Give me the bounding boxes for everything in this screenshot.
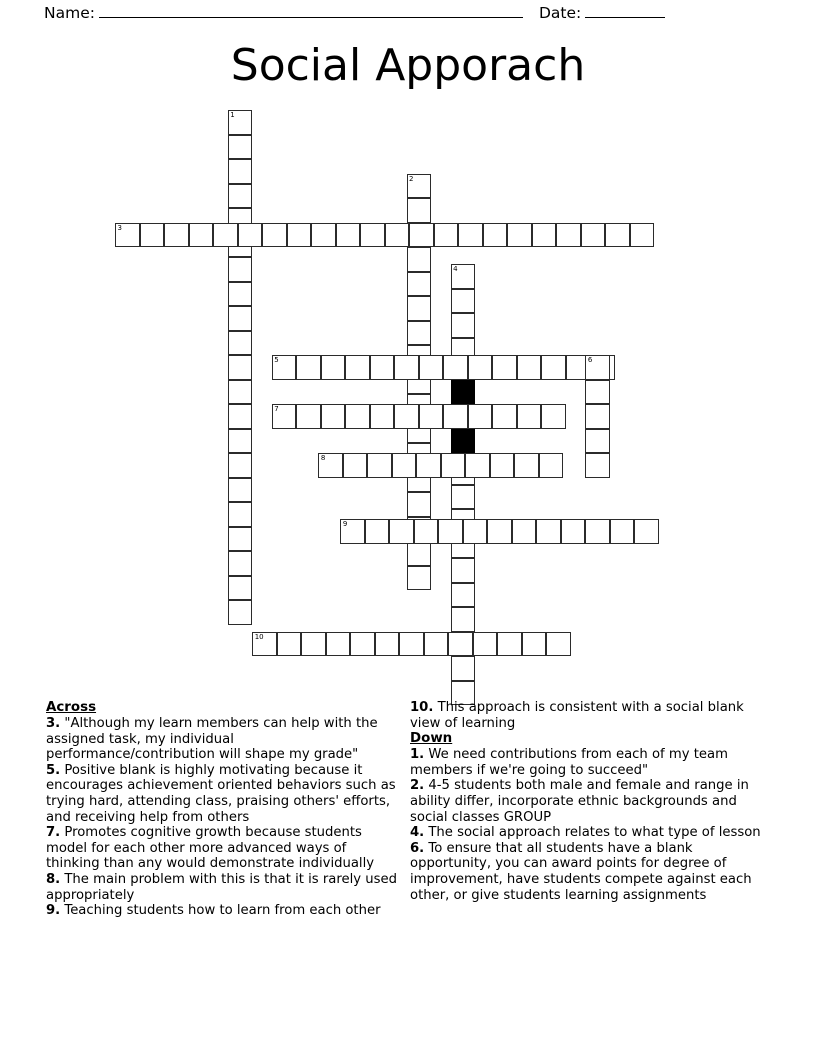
crossword-cell[interactable] (419, 404, 444, 429)
cell-number: 10 (254, 632, 264, 641)
crossword-cell[interactable] (585, 429, 610, 454)
page-title: Social Apporach (230, 40, 586, 91)
crossword-cell[interactable] (228, 282, 253, 307)
crossword-cell[interactable] (507, 223, 532, 248)
crossword-cell[interactable] (311, 223, 336, 248)
crossword-cell[interactable] (546, 632, 571, 657)
crossword-cell[interactable] (539, 453, 564, 478)
crossword-cell[interactable] (394, 355, 419, 380)
crossword-cell[interactable] (451, 607, 476, 632)
crossword-cell[interactable] (228, 257, 253, 282)
crossword-cell[interactable] (634, 519, 659, 544)
crossword-cell[interactable] (321, 355, 346, 380)
crossword-cell[interactable] (458, 223, 483, 248)
crossword-cell[interactable] (296, 404, 321, 429)
crossword-cell[interactable] (630, 223, 655, 248)
crossword-cell[interactable] (228, 429, 253, 454)
crossword-cell-blocked (451, 429, 476, 454)
crossword-cell[interactable] (414, 519, 439, 544)
crossword-cell[interactable] (483, 223, 508, 248)
crossword-cell[interactable] (365, 519, 390, 544)
clue-text: This approach is consistent with a social blank view of learning (410, 700, 744, 731)
crossword-cell-start-1[interactable] (228, 110, 253, 135)
crossword-cell[interactable] (585, 519, 610, 544)
crossword-cell[interactable] (451, 656, 476, 681)
crossword-cell[interactable] (228, 184, 253, 209)
crossword-cell[interactable] (228, 527, 253, 552)
crossword-cell[interactable] (140, 223, 165, 248)
crossword-cell[interactable] (463, 519, 488, 544)
clue-text: Positive blank is highly motivating because it encourages achievement oriented behaviors such as trying hard, attending class, praising others' efforts, and receiving help from others (46, 762, 396, 825)
cell-number: 5 (274, 356, 279, 364)
clue-text: "Although my learn members can help with the assigned task, my individual performance/contribution will shape my grade" (46, 716, 378, 763)
crossword-cell[interactable] (561, 519, 586, 544)
crossword-cell[interactable] (350, 632, 375, 657)
clue-across-10 (410, 700, 766, 731)
crossword-cell[interactable] (213, 223, 238, 248)
crossword-cell[interactable] (228, 478, 253, 503)
crossword-cell[interactable] (419, 355, 444, 380)
cell-number: 2 (409, 174, 414, 183)
crossword-cell[interactable] (360, 223, 385, 248)
crossword-cell[interactable] (399, 632, 424, 657)
crossword-cell[interactable] (370, 404, 395, 429)
clue-across-3 (46, 716, 404, 763)
crossword-cell[interactable] (228, 331, 253, 356)
name-label: Name: (44, 4, 95, 22)
crossword-cell-start-6[interactable] (585, 355, 610, 380)
crossword-cell[interactable] (287, 223, 312, 248)
down-heading: Down (410, 731, 453, 747)
crossword-cell[interactable] (497, 632, 522, 657)
crossword-cell[interactable] (468, 355, 493, 380)
crossword-cell[interactable] (581, 223, 606, 248)
crossword-cell[interactable] (492, 404, 517, 429)
crossword-cell[interactable] (375, 632, 400, 657)
crossword-cell[interactable] (228, 306, 253, 331)
cell-number: 1 (230, 111, 235, 119)
clue-number: 1. (410, 747, 425, 763)
crossword-cell[interactable] (443, 355, 468, 380)
crossword-cell[interactable] (585, 404, 610, 429)
crossword-cell-start-9[interactable] (340, 519, 365, 544)
cell-number: 7 (274, 405, 279, 413)
cell-number: 6 (587, 356, 593, 364)
crossword-cell[interactable] (228, 380, 253, 405)
clue-number: 6. (410, 840, 425, 856)
crossword-cell[interactable] (407, 492, 432, 517)
crossword-cell[interactable] (228, 502, 253, 527)
clue-number: 2. (410, 778, 425, 794)
crossword-cell[interactable] (385, 223, 410, 248)
crossword-cell[interactable] (610, 519, 635, 544)
crossword-cell[interactable] (451, 558, 476, 583)
date-label: Date: (538, 4, 582, 22)
clue-text: Promotes cognitive growth because students model for each other more advanced ways of thinking than any would demonstrate individually (46, 825, 375, 872)
crossword-cell-start-3[interactable] (115, 223, 140, 248)
crossword-cell-start-4[interactable] (451, 264, 476, 289)
crossword-cell[interactable] (228, 576, 253, 601)
crossword-cell[interactable] (409, 223, 434, 248)
crossword-cell[interactable] (228, 355, 253, 380)
crossword-cell[interactable] (438, 519, 463, 544)
date-write-in-line[interactable] (585, 5, 665, 18)
crossword-cell-blocked (451, 380, 476, 405)
crossword-cell[interactable] (585, 380, 610, 405)
cell-number: 9 (342, 520, 348, 529)
clue-across-8 (46, 872, 404, 903)
clue-number: 4. (410, 825, 425, 841)
crossword-cell[interactable] (492, 355, 517, 380)
clues-column-right (410, 700, 766, 903)
crossword-cell[interactable] (443, 404, 468, 429)
name-write-in-line[interactable] (99, 5, 523, 18)
name-date-header (0, 0, 816, 30)
crossword-cell-start-8[interactable] (318, 453, 343, 478)
clues-column-left (46, 700, 404, 919)
clue-across-5 (46, 763, 404, 825)
crossword-cell[interactable] (345, 404, 370, 429)
crossword-cell[interactable] (301, 632, 326, 657)
crossword-cell[interactable] (512, 519, 537, 544)
clue-number: 8. (46, 871, 61, 887)
crossword-cell[interactable] (490, 453, 515, 478)
across-heading: Across (46, 700, 97, 715)
crossword-cell[interactable] (228, 404, 253, 429)
clue-across-9 (46, 903, 404, 919)
clue-text: The social approach relates to what type of lesson (424, 825, 761, 841)
crossword-cell[interactable] (522, 632, 547, 657)
crossword-cell[interactable] (189, 223, 214, 248)
cell-number: 3 (117, 223, 122, 232)
crossword-cell[interactable] (262, 223, 287, 248)
crossword-cell[interactable] (336, 223, 361, 248)
clue-number: 3. (46, 716, 61, 731)
crossword-cell[interactable] (468, 404, 493, 429)
crossword-cell-start-2[interactable] (407, 174, 432, 199)
crossword-cell[interactable] (394, 404, 419, 429)
crossword-cell[interactable] (451, 485, 476, 510)
crossword-cell[interactable] (424, 632, 449, 657)
crossword-cell[interactable] (277, 632, 302, 657)
crossword-cell[interactable] (556, 223, 581, 248)
crossword-cell[interactable] (407, 321, 432, 346)
clue-down-2 (410, 778, 766, 825)
crossword-cell[interactable] (228, 159, 253, 184)
crossword-cell[interactable] (451, 583, 476, 608)
crossword-cell[interactable] (164, 223, 189, 248)
crossword-cell[interactable] (416, 453, 441, 478)
clues-section (0, 700, 816, 950)
crossword-cell[interactable] (407, 247, 432, 272)
crossword-cell[interactable] (407, 296, 432, 321)
crossword-cell[interactable] (321, 404, 346, 429)
clue-down-6 (410, 841, 766, 903)
crossword-cell[interactable] (370, 355, 395, 380)
crossword-cell[interactable] (407, 566, 432, 591)
crossword-cell[interactable] (517, 355, 542, 380)
crossword-cell[interactable] (228, 453, 253, 478)
crossword-cell[interactable] (514, 453, 539, 478)
crossword-cell-start-5[interactable] (272, 355, 297, 380)
crossword-cell[interactable] (434, 223, 459, 248)
crossword-cell-start-10[interactable] (252, 632, 277, 657)
clue-number: 7. (46, 825, 61, 841)
cell-number: 4 (453, 265, 458, 274)
clue-across-7 (46, 825, 404, 872)
crossword-cell-start-7[interactable] (272, 404, 297, 429)
crossword-cell[interactable] (451, 313, 476, 338)
clue-text: We need contributions from each of my team members if we're going to succeed" (410, 747, 728, 778)
crossword-cell[interactable] (465, 453, 490, 478)
crossword-cell[interactable] (487, 519, 512, 544)
clue-down-4 (410, 825, 766, 841)
crossword-cell[interactable] (441, 453, 466, 478)
crossword-cell[interactable] (407, 198, 432, 223)
crossword-cell[interactable] (367, 453, 392, 478)
clue-text: 4-5 students both male and female and range in ability differ, incorporate ethnic backgrounds and social classes GROUP (410, 778, 749, 825)
crossword-cell[interactable] (345, 355, 370, 380)
crossword-cell[interactable] (389, 519, 414, 544)
crossword-cell[interactable] (407, 541, 432, 566)
crossword-cell[interactable] (228, 551, 253, 576)
clue-number: 9. (46, 903, 61, 919)
crossword-cell[interactable] (536, 519, 561, 544)
cell-number: 8 (320, 454, 326, 462)
crossword-cell[interactable] (392, 453, 417, 478)
crossword-cell[interactable] (448, 632, 473, 657)
clue-text: To ensure that all students have a blank opportunity, you can award points for degree of improvement, have students compete against each other, or give students learning assignments (410, 840, 752, 903)
crossword-cell[interactable] (541, 355, 566, 380)
clue-down-1 (410, 747, 766, 778)
crossword-cell[interactable] (326, 632, 351, 657)
clue-text: Teaching students how to learn from each other (60, 903, 381, 919)
crossword-cell[interactable] (605, 223, 630, 248)
crossword-cell[interactable] (407, 272, 432, 297)
crossword-cell[interactable] (532, 223, 557, 248)
crossword-cell[interactable] (451, 289, 476, 314)
crossword-cell[interactable] (343, 453, 368, 478)
clue-number: 10. (410, 700, 434, 715)
crossword-cell[interactable] (228, 135, 253, 160)
clue-number: 5. (46, 762, 61, 778)
crossword-cell[interactable] (238, 223, 263, 248)
crossword-cell[interactable] (228, 600, 253, 625)
crossword-cell[interactable] (585, 453, 610, 478)
crossword-cell[interactable] (541, 404, 566, 429)
crossword-cell[interactable] (296, 355, 321, 380)
clue-text: The main problem with this is that it is rarely used appropriately (46, 871, 397, 903)
crossword-cell[interactable] (517, 404, 542, 429)
crossword-cell[interactable] (473, 632, 498, 657)
